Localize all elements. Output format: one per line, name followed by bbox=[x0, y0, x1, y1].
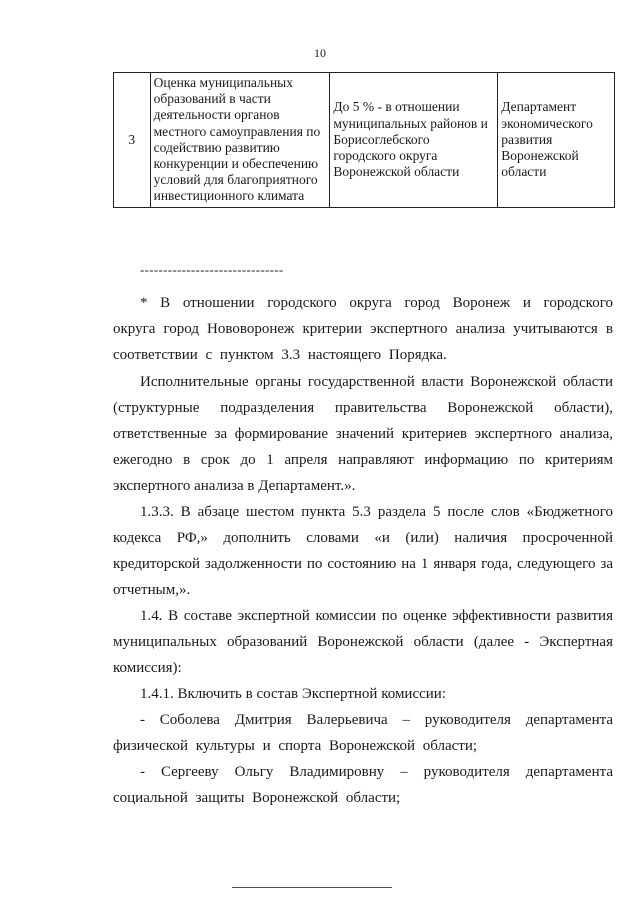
executive-bodies-paragraph: Исполнительные органы государственной власти Воронежской области (структурные подразделения правительства Воронежской области), ответственные за формирование значений критериев экспертного анализа, ежегодно в срок до 1 апреля направляют информацию по критериям экспертного анализа в Департамент.». bbox=[113, 374, 613, 494]
bottom-rule bbox=[232, 887, 392, 888]
row-number-cell: 3 bbox=[114, 73, 151, 208]
evaluation-name-cell: Оценка муниципальных образований в части деятельности органов местного самоуправления по содействию развитию конкуренции и обеспечению условий для благоприятного инвестиционного климата bbox=[150, 73, 330, 208]
footnote-paragraph: * В отношении городского округа город Воронеж и городского округа город Нововоронеж критерии экспертного анализа учитываются в соответствии с пунктом 3.3 настоящего Порядка. bbox=[113, 295, 613, 363]
paragraph-1-4: 1.4. В составе экспертной комиссии по оценке эффективности развития муниципальных образований Воронежской области (далее - Экспертная комиссия): bbox=[113, 608, 613, 676]
commission-member-2: - Сергееву Ольгу Владимировну – руководителя департамента социальной защиты Воронежской области; bbox=[113, 764, 613, 806]
criterion-cell: До 5 % - в отношении муниципальных районов и Борисоглебского городского округа Воронежской области bbox=[330, 73, 498, 208]
table-row bbox=[114, 73, 615, 208]
commission-member-1: - Соболева Дмитрия Валерьевича – руководителя департамента физической культуры и спорта Воронежской области; bbox=[113, 712, 613, 754]
department-cell: Департамент экономического развития Воронежской области bbox=[498, 73, 615, 208]
paragraph-1-3-3: 1.3.3. В абзаце шестом пункта 5.3 раздела 5 после слов «Бюджетного кодекса РФ,» дополнить словами «и (или) наличия просроченной кредиторской задолженности по состоянию на 1 января года, следующего за отчетным,». bbox=[113, 504, 613, 598]
footnote-separator: ------------------------------- bbox=[140, 262, 284, 277]
paragraph-1-4-1: 1.4.1. Включить в состав Экспертной комиссии: bbox=[140, 686, 446, 702]
page-number: 10 bbox=[314, 46, 326, 60]
criteria-table bbox=[113, 72, 615, 208]
